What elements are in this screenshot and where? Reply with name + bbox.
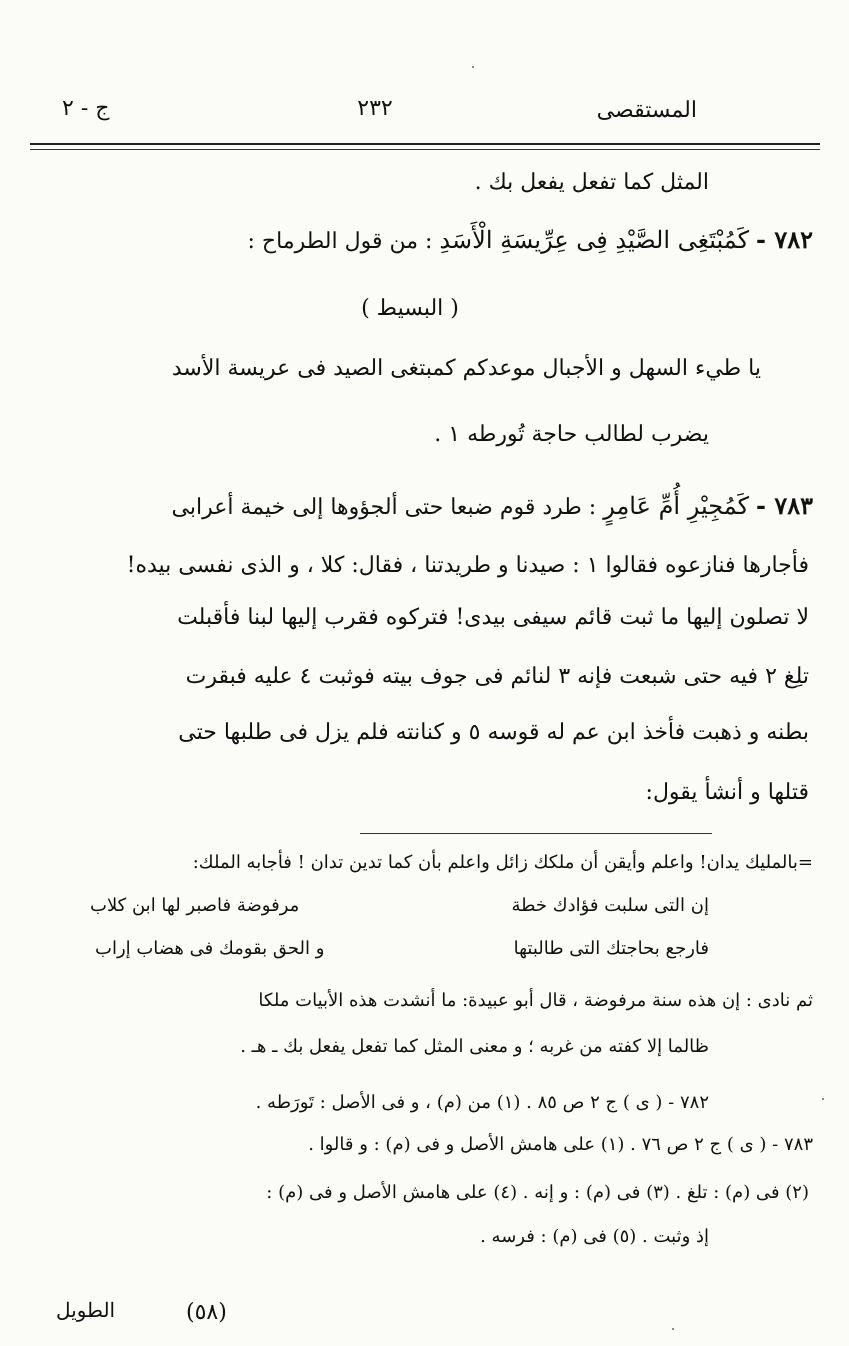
poem-hemistich: فارجع بحاجتك التى طالبتها — [513, 938, 709, 959]
header-rule-thick — [30, 143, 820, 145]
footnote-prose: ثم نادى : إن هذه سنة مرفوضة ، قال أبو عبيدة: ما أنشدت هذه الأبيات ملكا — [258, 990, 813, 1011]
poem-hemistich: إن التى سلبت فؤادك خطة — [511, 895, 709, 916]
entry-783-line: بطنه و ذهبت فأخذ ابن عم له قوسه ٥ و كنانته فلم يزل فى طلبها حتى — [178, 720, 809, 745]
footnote-prose: ظالما إلا كفته من غربه ؛ و معنى المثل كما تفعل يفعل بك ـ هـ . — [240, 1036, 709, 1057]
continued-line: المثل كما تفعل يفعل بك . — [474, 170, 709, 195]
entry-782-proverb: كَمُبْتَغِى الصَّيْدِ فِى عِرِّيسَةِ الْأَسَدِ — [439, 226, 749, 254]
entry-782 — [248, 226, 813, 255]
meter-label: ( البسيط ) — [361, 296, 459, 321]
paper-speck — [672, 1328, 674, 1330]
header-rule-thin — [30, 149, 820, 150]
page-number: ٢٣٢ — [357, 96, 393, 121]
entry-782-meaning: يضرب لطالب حاجة تُورطه ١ . — [434, 422, 709, 447]
entry-783-line: قتلها و أنشأ يقول: — [645, 780, 809, 805]
paper-speck — [822, 1098, 824, 1100]
footnote-note: إذ وثبت . (٥) فى (م) : فرسه . — [480, 1226, 709, 1247]
paper-speck — [472, 66, 474, 68]
footnote-note: ٧٨٢ - ( ى ) ج ٢ ص ٨٥ . (١) من (م) ، و فى الأصل : تَورَطه . — [255, 1092, 709, 1113]
footnote-rule — [360, 833, 712, 834]
poem-hemistich: مرفوضة فاصبر لها ابن كلاب — [90, 895, 300, 916]
book-title: المستقصى — [596, 98, 697, 123]
entry-782-number: ٧٨٢ - — [756, 225, 813, 254]
signature-mark: (٥٨) — [186, 1300, 227, 1325]
entry-783-proverb: كَمُجِيْرِ أُمِّ عَامِرٍ — [603, 492, 749, 520]
entry-783-line: لا تصلون إليها ما ثبت قائم سيفى بيدى! فتركوه فقرب إليها لبنا فأقبلت — [177, 605, 809, 630]
entry-783-line: فأجارها فنازعوه فقالوا ١ : صيدنا و طريدتنا ، فقال: كلا ، و الذى نفسى بيده! — [126, 553, 809, 578]
entry-782-text: : من قول الطرماح : — [247, 229, 433, 254]
verse-line: يا طيء السهل و الأجبال موعدكم كمبتغى الصيد فى عريسة الأسد — [171, 356, 761, 381]
entry-783 — [172, 492, 813, 521]
footnote-note: ٧٨٣ - ( ى ) ج ٢ ص ٧٦ . (١) على هامش الأصل و فى (م) : و قالوا . — [308, 1134, 813, 1155]
volume-label: ج - ٢ — [62, 96, 110, 121]
meter-note: الطويل — [56, 1298, 116, 1322]
entry-783-number: ٧٨٣ - — [756, 491, 813, 520]
footnote-note: (٢) فى (م) : تلغ . (٣) فى (م) : و إنه . (٤) على هامش الأصل و فى (م) : — [266, 1182, 809, 1203]
footnote-continued: =بالمليك يدان! واعلم وأيقن أن ملكك زائل واعلم بأن كما تدين تدان ! فأجابه الملك: — [192, 852, 813, 873]
entry-783-text: : طرد قوم ضبعا حتى ألجؤوها إلى خيمة أعرابى — [171, 495, 597, 520]
poem-hemistich: و الحق بقومك فى هضاب إراب — [95, 938, 325, 959]
entry-783-line: تلِغ ٢ فيه حتى شبعت فإنه ٣ لنائم فى جوف بيته فوثبت ٤ عليه فبقرت — [185, 664, 809, 689]
